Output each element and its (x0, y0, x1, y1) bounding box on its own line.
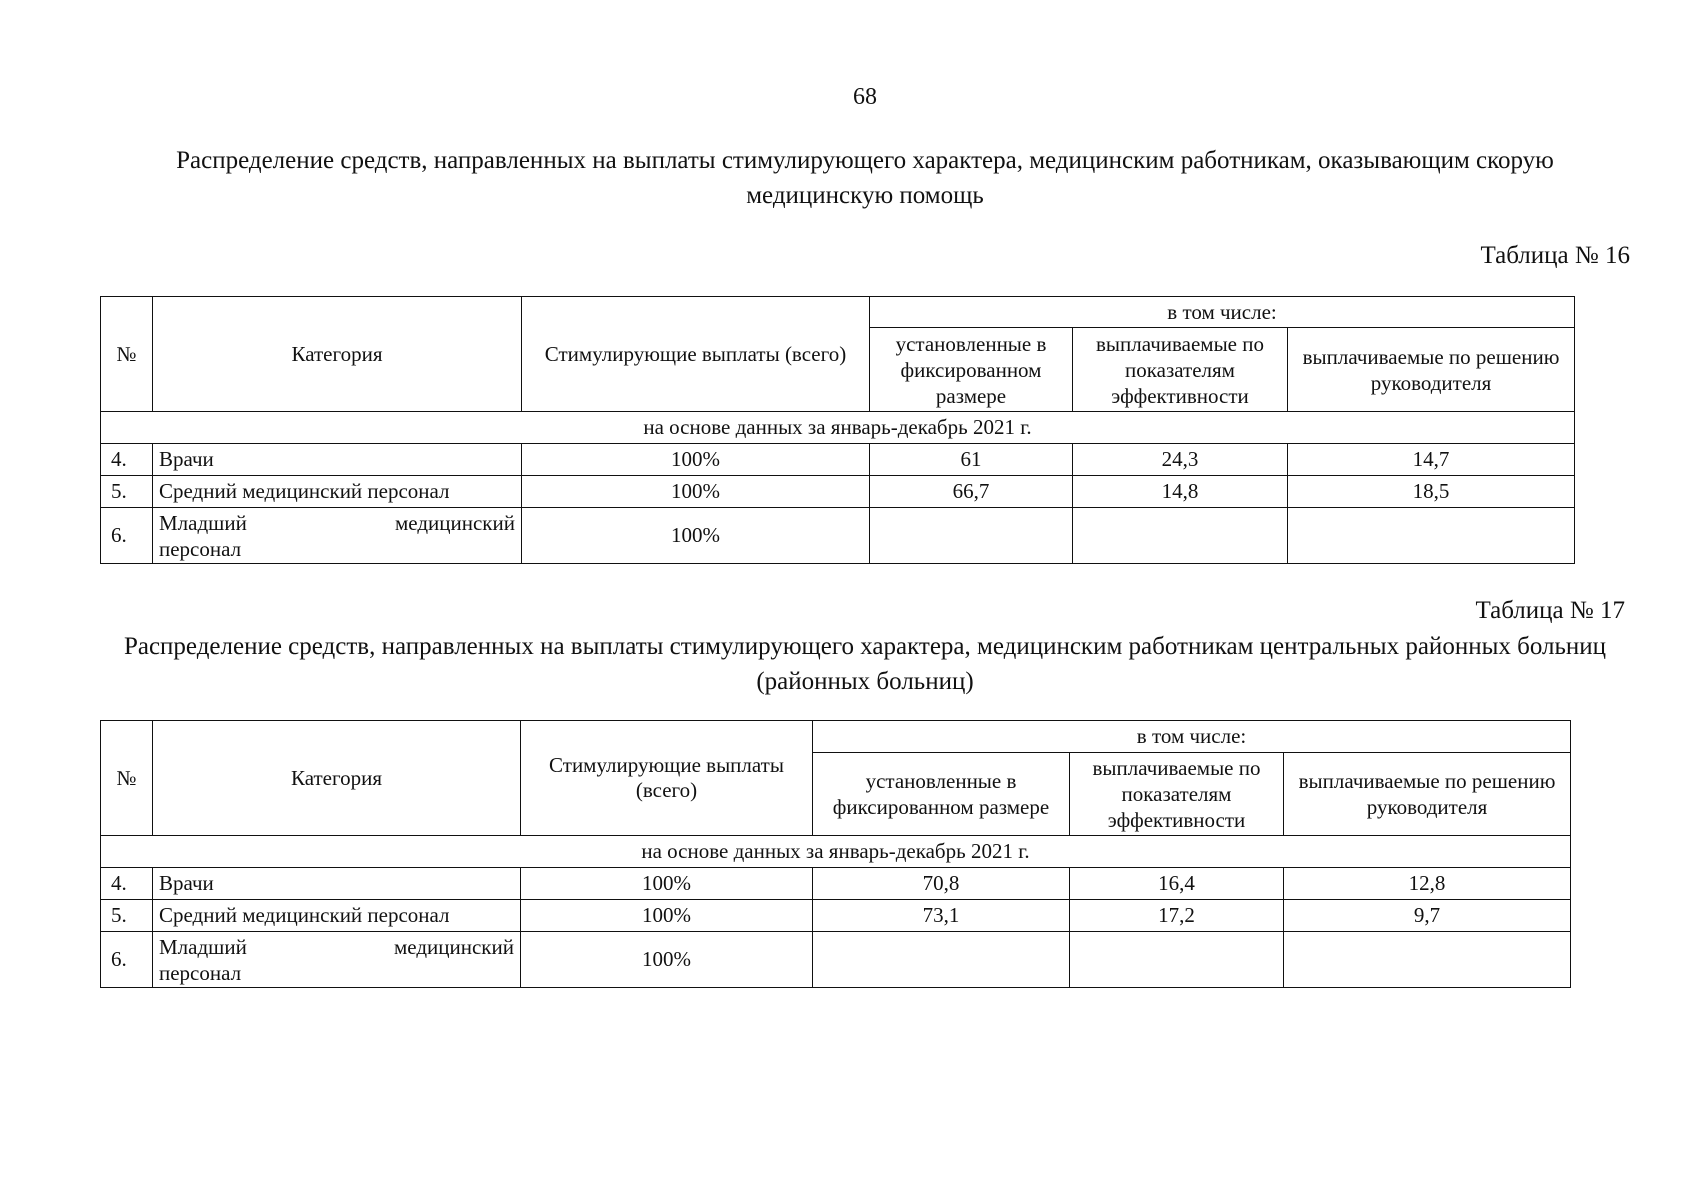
table-16-title: Распределение средств, направленных на выплаты стимулирующего характера, медицинским работникам, оказывающим скорую медицинскую помощь (176, 147, 1554, 209)
category-word-1: Младший (159, 934, 247, 959)
row-manager: 18,5 (1288, 476, 1575, 508)
row-category: Средний медицинский персонал (153, 900, 521, 932)
header-fixed: установленные в фиксированном размере (813, 753, 1070, 836)
row-num: 5. (101, 476, 153, 508)
row-total: 100% (522, 476, 870, 508)
row-performance: 24,3 (1073, 444, 1288, 476)
row-manager: 14,7 (1288, 444, 1575, 476)
category-word-2: медицинский (394, 934, 514, 959)
header-num: № (101, 297, 153, 412)
row-fixed (870, 508, 1073, 564)
header-num: № (101, 721, 153, 836)
row-fixed: 66,7 (870, 476, 1073, 508)
table-row (101, 476, 1575, 508)
row-manager: 12,8 (1284, 868, 1571, 900)
category-word-1: Младший (159, 510, 247, 535)
category-word-3: персонал (159, 960, 242, 985)
row-performance: 14,8 (1073, 476, 1288, 508)
row-num: 6. (101, 932, 153, 988)
row-total: 100% (521, 868, 813, 900)
header-category: Категория (153, 297, 522, 412)
header-performance: выплачиваемые по показателям эффективности (1070, 753, 1284, 836)
row-num: 4. (101, 444, 153, 476)
row-total: 100% (521, 932, 813, 988)
period-row: на основе данных за январь-декабрь 2021 г. (101, 836, 1571, 868)
period-row: на основе данных за январь-декабрь 2021 г. (101, 412, 1575, 444)
row-category: Средний медицинский персонал (153, 476, 522, 508)
table-row (101, 932, 1571, 988)
row-category: Врачи (153, 868, 521, 900)
table-16-label: Таблица № 16 (1480, 242, 1630, 269)
row-num: 5. (101, 900, 153, 932)
row-num: 4. (101, 868, 153, 900)
header-manager: выплачиваемые по решению руководителя (1284, 753, 1571, 836)
row-manager: 9,7 (1284, 900, 1571, 932)
row-performance (1070, 932, 1284, 988)
table-17-label: Таблица № 17 (1475, 597, 1625, 624)
row-total: 100% (521, 900, 813, 932)
table-17-title: Распределение средств, направленных на выплаты стимулирующего характера, медицинским работникам центральных районных больниц (районных больниц) (123, 633, 1607, 695)
table-row (101, 868, 1571, 900)
table-row (101, 444, 1575, 476)
row-performance: 17,2 (1070, 900, 1284, 932)
row-total: 100% (522, 444, 870, 476)
row-manager (1288, 508, 1575, 564)
row-manager (1284, 932, 1571, 988)
row-category (153, 508, 522, 564)
header-total: Стимулирующие выплаты (всего) (521, 721, 813, 836)
row-total: 100% (522, 508, 870, 564)
header-including: в том числе: (813, 721, 1571, 753)
table-row (101, 508, 1575, 564)
header-fixed: установленные в фиксированном размере (870, 328, 1073, 412)
header-category: Категория (153, 721, 521, 836)
row-num: 6. (101, 508, 153, 564)
table-row (101, 900, 1571, 932)
header-total: Стимулирующие выплаты (всего) (522, 297, 870, 412)
row-fixed (813, 932, 1070, 988)
row-category: Врачи (153, 444, 522, 476)
table-17 (100, 720, 1571, 988)
category-word-3: персонал (159, 536, 242, 561)
row-fixed: 73,1 (813, 900, 1070, 932)
category-word-2: медицинский (395, 510, 515, 535)
header-including: в том числе: (870, 297, 1575, 328)
header-manager: выплачиваемые по решению руководителя (1288, 328, 1575, 412)
row-fixed: 70,8 (813, 868, 1070, 900)
row-fixed: 61 (870, 444, 1073, 476)
header-performance: выплачиваемые по показателям эффективности (1073, 328, 1288, 412)
page-number: 68 (853, 84, 877, 110)
table-16 (100, 296, 1575, 564)
row-category (153, 932, 521, 988)
row-performance: 16,4 (1070, 868, 1284, 900)
row-performance (1073, 508, 1288, 564)
